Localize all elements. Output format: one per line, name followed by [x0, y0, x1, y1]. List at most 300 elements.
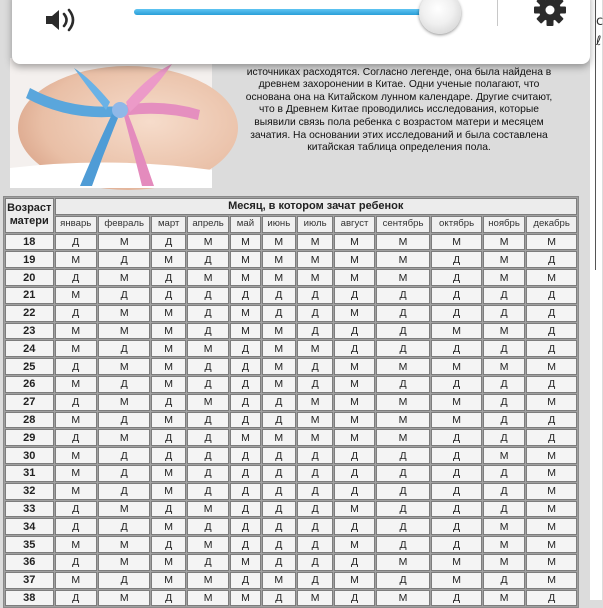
gender-cell: Д [55, 590, 97, 607]
gender-cell: Д [431, 305, 482, 322]
gender-cell: Д [151, 287, 185, 304]
gender-cell: Д [483, 394, 525, 411]
gender-cell: М [376, 554, 431, 571]
gender-cell: Д [297, 376, 333, 393]
table-row [5, 305, 577, 322]
table-row [5, 251, 577, 268]
gender-cell: Д [376, 305, 431, 322]
gender-cell: Д [55, 518, 97, 535]
gender-cell: Д [230, 412, 260, 429]
gender-cell: Д [151, 447, 185, 464]
gender-cell: Д [297, 554, 333, 571]
gender-cell: М [526, 572, 577, 589]
gender-cell: Д [187, 323, 229, 340]
gender-cell: Д [334, 590, 374, 607]
gender-cell: Д [230, 465, 260, 482]
gender-cell: Д [187, 518, 229, 535]
gender-cell: Д [187, 358, 229, 375]
gender-cell: Д [431, 483, 482, 500]
gender-cell: Д [376, 340, 431, 357]
gender-cell: Д [262, 412, 296, 429]
gender-cell: Д [55, 358, 97, 375]
gender-cell: М [297, 394, 333, 411]
gender-cell: М [483, 251, 525, 268]
gender-cell: Д [98, 518, 151, 535]
gender-cell: М [376, 429, 431, 446]
gender-cell: М [334, 394, 374, 411]
mother-age-cell: 34 [5, 518, 54, 535]
gender-cell: М [55, 251, 97, 268]
gender-cell: Д [262, 518, 296, 535]
gender-cell: Д [262, 447, 296, 464]
gender-cell: Д [230, 287, 260, 304]
month-header: январь [55, 216, 97, 233]
gender-cell: Д [262, 394, 296, 411]
month-header: март [151, 216, 185, 233]
gender-cell: М [262, 251, 296, 268]
table-row [5, 269, 577, 286]
gender-cell: Д [526, 305, 577, 322]
gender-cell: М [151, 305, 185, 322]
gender-cell: М [334, 251, 374, 268]
mother-age-cell: 36 [5, 554, 54, 571]
months-header-row [5, 216, 577, 233]
table-row [5, 447, 577, 464]
gender-cell: М [151, 412, 185, 429]
gender-cell: Д [55, 429, 97, 446]
gender-cell: М [262, 340, 296, 357]
volume-slider-thumb[interactable] [419, 0, 461, 34]
gender-cell: М [431, 394, 482, 411]
gender-cell: М [151, 465, 185, 482]
gender-cell: М [151, 251, 185, 268]
gender-cell: М [431, 358, 482, 375]
table-row [5, 358, 577, 375]
gender-cell: Д [151, 269, 185, 286]
gender-cell: М [376, 269, 431, 286]
gender-cell: Д [483, 572, 525, 589]
gender-cell: Д [151, 501, 185, 518]
gender-cell: Д [151, 234, 185, 251]
gender-cell: Д [431, 536, 482, 553]
table-row [5, 323, 577, 340]
table-row [5, 536, 577, 553]
gender-cell: М [483, 590, 525, 607]
gender-cell: Д [98, 251, 151, 268]
gender-cell: Д [55, 394, 97, 411]
gender-cell: Д [376, 518, 431, 535]
gender-cell: Д [334, 518, 374, 535]
gender-cell: Д [334, 323, 374, 340]
table-row [5, 572, 577, 589]
gender-cell: Д [297, 483, 333, 500]
gender-cell: Д [526, 429, 577, 446]
gender-cell: Д [431, 590, 482, 607]
gender-cell: Д [230, 518, 260, 535]
gender-cell: Д [297, 572, 333, 589]
gender-cell: М [431, 572, 482, 589]
month-column-header: Месяц, в котором зачат ребенок [55, 198, 578, 215]
gender-cell: М [262, 429, 296, 446]
adjacent-page-text-fragment: ℓ [596, 34, 602, 49]
gender-cell: Д [376, 572, 431, 589]
gender-cell: Д [230, 536, 260, 553]
panel-divider [497, 0, 498, 26]
gender-cell: М [230, 234, 260, 251]
gender-cell: М [526, 269, 577, 286]
gender-cell: М [55, 447, 97, 464]
speaker-icon[interactable] [44, 6, 86, 34]
gender-cell: М [98, 394, 151, 411]
gender-cell: Д [187, 447, 229, 464]
mother-age-cell: 37 [5, 572, 54, 589]
gender-cell: М [483, 518, 525, 535]
gender-cell: Д [431, 465, 482, 482]
gender-cell: Д [431, 251, 482, 268]
gender-cell: Д [431, 376, 482, 393]
gender-cell: Д [98, 465, 151, 482]
mother-age-cell: 21 [5, 287, 54, 304]
gender-cell: М [334, 269, 374, 286]
gender-cell: М [334, 429, 374, 446]
gender-cell: Д [526, 376, 577, 393]
month-header: декабрь [526, 216, 577, 233]
gender-cell: М [98, 590, 151, 607]
volume-slider-fill [134, 9, 432, 15]
quick-settings-panel [12, 0, 590, 64]
gender-cell: М [483, 536, 525, 553]
gender-cell: Д [230, 358, 260, 375]
gender-cell: М [98, 269, 151, 286]
gender-cell: М [376, 234, 431, 251]
gender-cell: М [55, 376, 97, 393]
table-row [5, 429, 577, 446]
table-row [5, 501, 577, 518]
gender-cell: Д [483, 376, 525, 393]
gender-cell: Д [297, 518, 333, 535]
table-row [5, 554, 577, 571]
gender-cell: Д [151, 429, 185, 446]
gender-cell: Д [230, 572, 260, 589]
mother-age-cell: 27 [5, 394, 54, 411]
gender-cell: Д [187, 412, 229, 429]
gender-cell: М [187, 572, 229, 589]
table-row [5, 590, 577, 607]
adjacent-page-text-fragment: c [596, 14, 603, 29]
table-row [5, 465, 577, 482]
gender-cell: М [230, 269, 260, 286]
month-header: август [334, 216, 374, 233]
gender-cell: Д [55, 234, 97, 251]
gender-cell: Д [151, 590, 185, 607]
gender-cell: Д [334, 447, 374, 464]
gender-cell: М [431, 323, 482, 340]
gender-cell: Д [334, 465, 374, 482]
table-body [5, 234, 577, 607]
gender-cell: Д [431, 501, 482, 518]
gender-cell: Д [431, 429, 482, 446]
gender-cell: М [55, 287, 97, 304]
gender-cell: М [297, 340, 333, 357]
gender-cell: Д [431, 340, 482, 357]
gender-cell: Д [431, 518, 482, 535]
gender-cell: М [187, 340, 229, 357]
mother-age-cell: 22 [5, 305, 54, 322]
gender-cell: Д [431, 447, 482, 464]
gender-cell: М [187, 536, 229, 553]
month-header: сентябрь [376, 216, 431, 233]
intro-line: основана она на Китайском лунном календаре. Другие считают, [245, 91, 553, 103]
gender-cell: М [376, 394, 431, 411]
gender-cell: М [297, 412, 333, 429]
gender-cell: М [55, 340, 97, 357]
gender-cell: Д [98, 447, 151, 464]
gender-cell: М [297, 234, 333, 251]
gender-cell: М [98, 323, 151, 340]
gender-cell: М [526, 518, 577, 535]
gender-cell: Д [55, 501, 97, 518]
gender-cell: М [187, 590, 229, 607]
mother-age-cell: 32 [5, 483, 54, 500]
gender-cell: Д [431, 269, 482, 286]
adjacent-page-strip [590, 0, 602, 600]
gender-cell: М [151, 518, 185, 535]
gender-cell: М [526, 394, 577, 411]
mother-age-cell: 31 [5, 465, 54, 482]
gender-cell: Д [526, 340, 577, 357]
gender-cell: Д [151, 536, 185, 553]
gender-cell: М [55, 536, 97, 553]
gender-cell: М [334, 412, 374, 429]
mother-age-cell: 18 [5, 234, 54, 251]
mother-age-cell: 33 [5, 501, 54, 518]
gender-cell: М [98, 234, 151, 251]
gender-prediction-table [3, 196, 579, 608]
gender-cell: Д [483, 287, 525, 304]
volume-slider-track[interactable] [134, 9, 444, 15]
gender-cell: М [262, 234, 296, 251]
gender-cell: Д [262, 590, 296, 607]
gender-cell: М [151, 572, 185, 589]
gender-cell: Д [376, 465, 431, 482]
gender-cell: Д [483, 483, 525, 500]
gender-cell: Д [334, 340, 374, 357]
gender-cell: Д [98, 572, 151, 589]
gear-icon[interactable] [532, 0, 568, 28]
gender-cell: М [151, 340, 185, 357]
gender-cell: Д [297, 305, 333, 322]
gender-cell: М [98, 305, 151, 322]
gender-cell: М [151, 323, 185, 340]
gender-cell: Д [262, 501, 296, 518]
gender-cell: Д [376, 376, 431, 393]
gender-cell: Д [230, 340, 260, 357]
gender-cell: М [151, 376, 185, 393]
mother-age-cell: 29 [5, 429, 54, 446]
gender-cell: Д [376, 447, 431, 464]
gender-cell: М [187, 269, 229, 286]
month-header: июнь [262, 216, 296, 233]
gender-cell: М [230, 590, 260, 607]
gender-cell: Д [334, 554, 374, 571]
gender-cell: Д [230, 501, 260, 518]
gender-cell: М [334, 536, 374, 553]
gender-cell: М [483, 323, 525, 340]
mother-age-cell: 28 [5, 412, 54, 429]
gender-cell: Д [55, 269, 97, 286]
mother-age-cell: 19 [5, 251, 54, 268]
month-header: февраль [98, 216, 151, 233]
gender-cell: М [526, 358, 577, 375]
gender-cell: Д [526, 251, 577, 268]
gender-cell: М [98, 429, 151, 446]
gender-cell: М [262, 376, 296, 393]
gender-cell: Д [297, 465, 333, 482]
gender-cell: Д [526, 323, 577, 340]
mother-age-cell: 24 [5, 340, 54, 357]
gender-cell: Д [55, 305, 97, 322]
gender-cell: М [334, 376, 374, 393]
gender-cell: Д [483, 340, 525, 357]
month-header: май [230, 216, 260, 233]
gender-cell: Д [526, 287, 577, 304]
gender-cell: М [334, 305, 374, 322]
gender-cell: М [431, 554, 482, 571]
gender-cell: Д [187, 483, 229, 500]
mother-age-cell: 25 [5, 358, 54, 375]
gender-cell: М [483, 447, 525, 464]
gender-cell: М [297, 429, 333, 446]
gender-cell: М [526, 447, 577, 464]
gender-cell: Д [376, 483, 431, 500]
gender-cell: М [431, 234, 482, 251]
gender-cell: Д [98, 376, 151, 393]
gender-cell: Д [98, 287, 151, 304]
gender-cell: Д [262, 287, 296, 304]
gender-cell: Д [262, 305, 296, 322]
gender-cell: Д [187, 376, 229, 393]
table-row [5, 234, 577, 251]
gender-cell: Д [483, 412, 525, 429]
gender-cell: Д [334, 483, 374, 500]
gender-cell: М [55, 465, 97, 482]
gender-cell: М [334, 572, 374, 589]
gender-cell: М [262, 323, 296, 340]
gender-cell: М [526, 501, 577, 518]
month-header: апрель [187, 216, 229, 233]
gender-cell: М [297, 251, 333, 268]
article-intro [214, 54, 584, 155]
gender-cell: Д [297, 287, 333, 304]
gender-cell: М [151, 554, 185, 571]
gender-cell: М [526, 234, 577, 251]
gender-cell: М [187, 394, 229, 411]
gender-cell: М [483, 358, 525, 375]
gender-cell: Д [98, 340, 151, 357]
mother-age-cell: 20 [5, 269, 54, 286]
gender-cell: М [55, 323, 97, 340]
month-header: июль [297, 216, 333, 233]
gender-cell: Д [262, 465, 296, 482]
gender-cell: М [230, 554, 260, 571]
mother-age-cell: 38 [5, 590, 54, 607]
gender-cell: Д [187, 465, 229, 482]
gender-cell: Д [483, 305, 525, 322]
gender-cell: Д [376, 536, 431, 553]
gender-cell: Д [297, 358, 333, 375]
gender-cell: М [526, 483, 577, 500]
intro-line: древнем захоронении в Китае. Одни ученые полагают, что [258, 79, 540, 91]
gender-cell: М [262, 358, 296, 375]
gender-cell: М [431, 412, 482, 429]
gender-cell: Д [230, 376, 260, 393]
gender-cell: Д [151, 394, 185, 411]
gender-cell: М [526, 554, 577, 571]
gender-cell: М [334, 234, 374, 251]
gender-cell: Д [376, 501, 431, 518]
gender-cell: М [334, 501, 374, 518]
table-row [5, 394, 577, 411]
gender-cell: М [334, 358, 374, 375]
gender-cell: Д [98, 483, 151, 500]
gender-cell: Д [262, 483, 296, 500]
intro-line: выявили связь пола ребенка с возрастом матери и месяцем [254, 116, 544, 128]
gender-cell: Д [187, 305, 229, 322]
table-row [5, 483, 577, 500]
table-row [5, 376, 577, 393]
gender-cell: Д [526, 412, 577, 429]
gender-cell: М [230, 323, 260, 340]
gender-cell: Д [55, 554, 97, 571]
gender-cell: Д [187, 287, 229, 304]
gender-cell: М [55, 483, 97, 500]
gender-cell: М [262, 269, 296, 286]
gender-cell: Д [262, 554, 296, 571]
gender-cell: М [98, 501, 151, 518]
gender-cell: М [526, 465, 577, 482]
gender-cell: М [55, 572, 97, 589]
gender-cell: Д [230, 447, 260, 464]
table-row [5, 287, 577, 304]
gender-cell: М [230, 429, 260, 446]
gender-cell: М [376, 412, 431, 429]
gender-cell: Д [334, 287, 374, 304]
intro-line: источниках расходятся. Согласно легенде, она была найдена в [246, 66, 552, 78]
gender-cell: М [483, 234, 525, 251]
month-header: октябрь [431, 216, 482, 233]
mother-age-cell: 35 [5, 536, 54, 553]
gender-cell: Д [230, 394, 260, 411]
mother-age-cell: 26 [5, 376, 54, 393]
gender-cell: Д [376, 323, 431, 340]
intro-line: китайская таблица определения пола. [307, 142, 491, 154]
intro-line: что в Древнем Китае проводились исследования, которые [259, 104, 539, 116]
gender-cell: М [376, 358, 431, 375]
gender-cell: Д [297, 447, 333, 464]
gender-cell: М [483, 554, 525, 571]
gender-cell: Д [98, 412, 151, 429]
gender-cell: Д [483, 429, 525, 446]
mother-age-cell: 30 [5, 447, 54, 464]
table-row [5, 340, 577, 357]
gender-cell: Д [297, 536, 333, 553]
gender-cell: М [526, 536, 577, 553]
gender-cell: М [297, 269, 333, 286]
gender-cell: М [187, 501, 229, 518]
gender-cell: Д [230, 483, 260, 500]
intro-line: зачатия. На основании этих исследований и была составлена [250, 129, 548, 141]
gender-cell: Д [431, 287, 482, 304]
